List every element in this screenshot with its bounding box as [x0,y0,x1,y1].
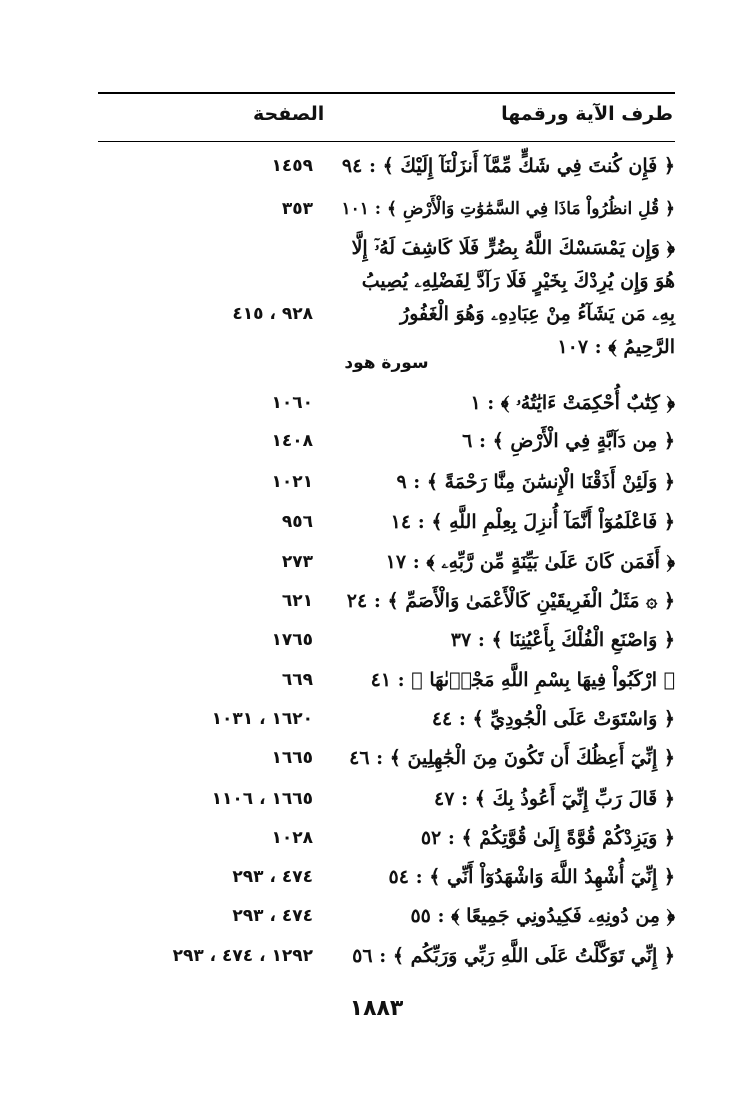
index-row [98,861,675,893]
page-ref: ٦٦٩ [281,670,313,690]
page-ref: ٩٥٦ [281,512,313,532]
index-row [98,742,675,774]
index-row [98,232,675,358]
page-ref: ٢٧٣ [281,552,313,572]
verse-ref: ﴿ وَاصْنَعِ الْفُلْكَ بِأَعْيُنِنَا ﴾ : ٣٧ [450,629,675,651]
verse-column-header: طرف الآية ورقمها [501,103,673,125]
verse-ref: ﴿ فَإِن كُنتَ فِي شَكٍّ مِّمَّآ أَنزَلْنَآ إِلَيْكَ ﴾ : ٩٤ [341,155,675,177]
verse-ref: ﴿ وَيَزِدْكُمْ قُوَّةً إِلَىٰ قُوَّتِكُمْ ﴾ : ٥٢ [420,827,675,849]
page-ref: ٦٢١ [281,591,313,611]
verse-ref: ﴿ إِنِّي تَوَكَّلْتُ عَلَى اللَّهِ رَبِّي وَرَبِّكُم ﴾ : ٥٦ [352,945,675,967]
verse-ref: ﴿ ارْكَبُواْ فِيهَا بِسْمِ اللَّهِ مَجْرٜىٰهَا ﴾ : ٤١ [370,669,675,691]
page-ref: ٤٧٤ ، ٢٩٣ [232,906,313,926]
index-row [98,193,675,225]
index-row [98,900,675,932]
page-ref: ٣٥٣ [281,199,313,219]
index-row [98,624,675,656]
page-ref: ٤٧٤ ، ٢٩٣ [232,867,313,887]
verse-ref: ﴿ قَالَ رَبِّ إِنِّيٓ أَعُوذُ بِكَ ﴾ : ٤٧ [434,788,675,810]
page-ref: ٩٢٨ ، ٤١٥ [232,304,313,324]
index-row [98,940,675,972]
verse-ref: ﴿ وَاسْتَوَتْ عَلَى الْجُودِيِّ ﴾ : ٤٤ [431,708,675,730]
page-number: ١٨٨٣ [349,996,404,1021]
index-row [98,822,675,854]
index-row [98,703,675,735]
index-row [98,783,675,815]
page-ref: ١٦٦٥ ، ١١٠٦ [211,789,313,809]
page-ref: ١٠٢١ [271,472,313,492]
page-column-header: الصفحة [253,103,325,125]
top-rule [98,92,675,94]
verse-ref: ﴿ إِنِّيٓ أُشْهِدُ اللَّهَ وَاشْهَدُوٓاْ أَنِّي ﴾ : ٥٤ [388,866,675,888]
page-ref: ١٦٢٠ ، ١٠٣١ [211,709,313,729]
index-row [98,546,675,578]
index-row [98,506,675,538]
verse-ref: ﴿ قُلِ انظُرُواْ مَاذَا فِي السَّمَٰوَٰتِ وَالْأَرْضِ ﴾ : ١٠١ [341,199,675,219]
verse-ref: ﴿ فَاعْلَمُوٓاْ أَنَّمَآ أُنزِلَ بِعِلْمِ اللَّهِ ﴾ : ١٤ [390,511,675,533]
index-row [98,664,675,696]
page-ref: ١٠٦٠ [271,393,313,413]
page-ref: ١٤٥٩ [271,156,313,176]
verse-ref: ﴿ إِنِّيٓ أَعِظُكَ أَن تَكُونَ مِنَ الْجَٰهِلِينَ ﴾ : ٤٦ [349,747,675,769]
verse-ref: ﴿ مِن دَآبَّةٍ فِي الْأَرْضِ ﴾ : ٦ [462,430,675,452]
index-row [98,585,675,617]
index-row [98,466,675,498]
verse-ref: ﴿ ۞ مَثَلُ الْفَرِيقَيْنِ كَالْأَعْمَىٰ وَالْأَصَمِّ ﴾ : ٢٤ [346,590,675,612]
surah-title: سورة هود [344,353,429,373]
page-ref: ١٢٩٢ ، ٤٧٤ ، ٢٩٣ [172,946,313,966]
page-ref: ١٤٠٨ [271,431,313,451]
verse-ref: ﴿ مِن دُونِهِۦ فَكِيدُونِي جَمِيعًا ﴾ : ٥٥ [410,905,675,927]
verse-ref: ﴿ وَإِن يَمْسَسْكَ اللَّهُ بِضُرٍّ فَلَا كَاشِفَ لَهُۥٓ إِلَّا هُوَ وَإِن يُرِدْكَ بِخَيْرٍ فَلَا رَآدَّ لِفَضْلِهِۦ يُصِيبُ بِهِۦ مَن يَشَآءُ مِنْ عِبَادِهِۦ وَهُوَ الْغَفُورُ الرَّحِيمُ ﴾ : ١٠٧ [351,237,675,358]
verse-ref: ﴿ وَلَئِنْ أَذَقْنَا الْإِنسَٰنَ مِنَّا رَحْمَةً ﴾ : ٩ [396,471,675,493]
verse-ref: ﴿ أَفَمَن كَانَ عَلَىٰ بَيِّنَةٍ مِّن رَّبِّهِۦ ﴾ : ١٧ [385,551,675,573]
index-row [98,387,675,419]
index-row [98,150,675,182]
page-ref: ١٠٢٨ [271,828,313,848]
page-ref: ١٦٦٥ [271,748,313,768]
index-row [98,425,675,457]
header-rule [98,141,675,142]
verse-ref: ﴿ كِتَٰبٌ أُحْكِمَتْ ءَايَٰتُهُۥ ﴾ : ١ [470,392,675,414]
page-ref: ١٧٦٥ [271,630,313,650]
